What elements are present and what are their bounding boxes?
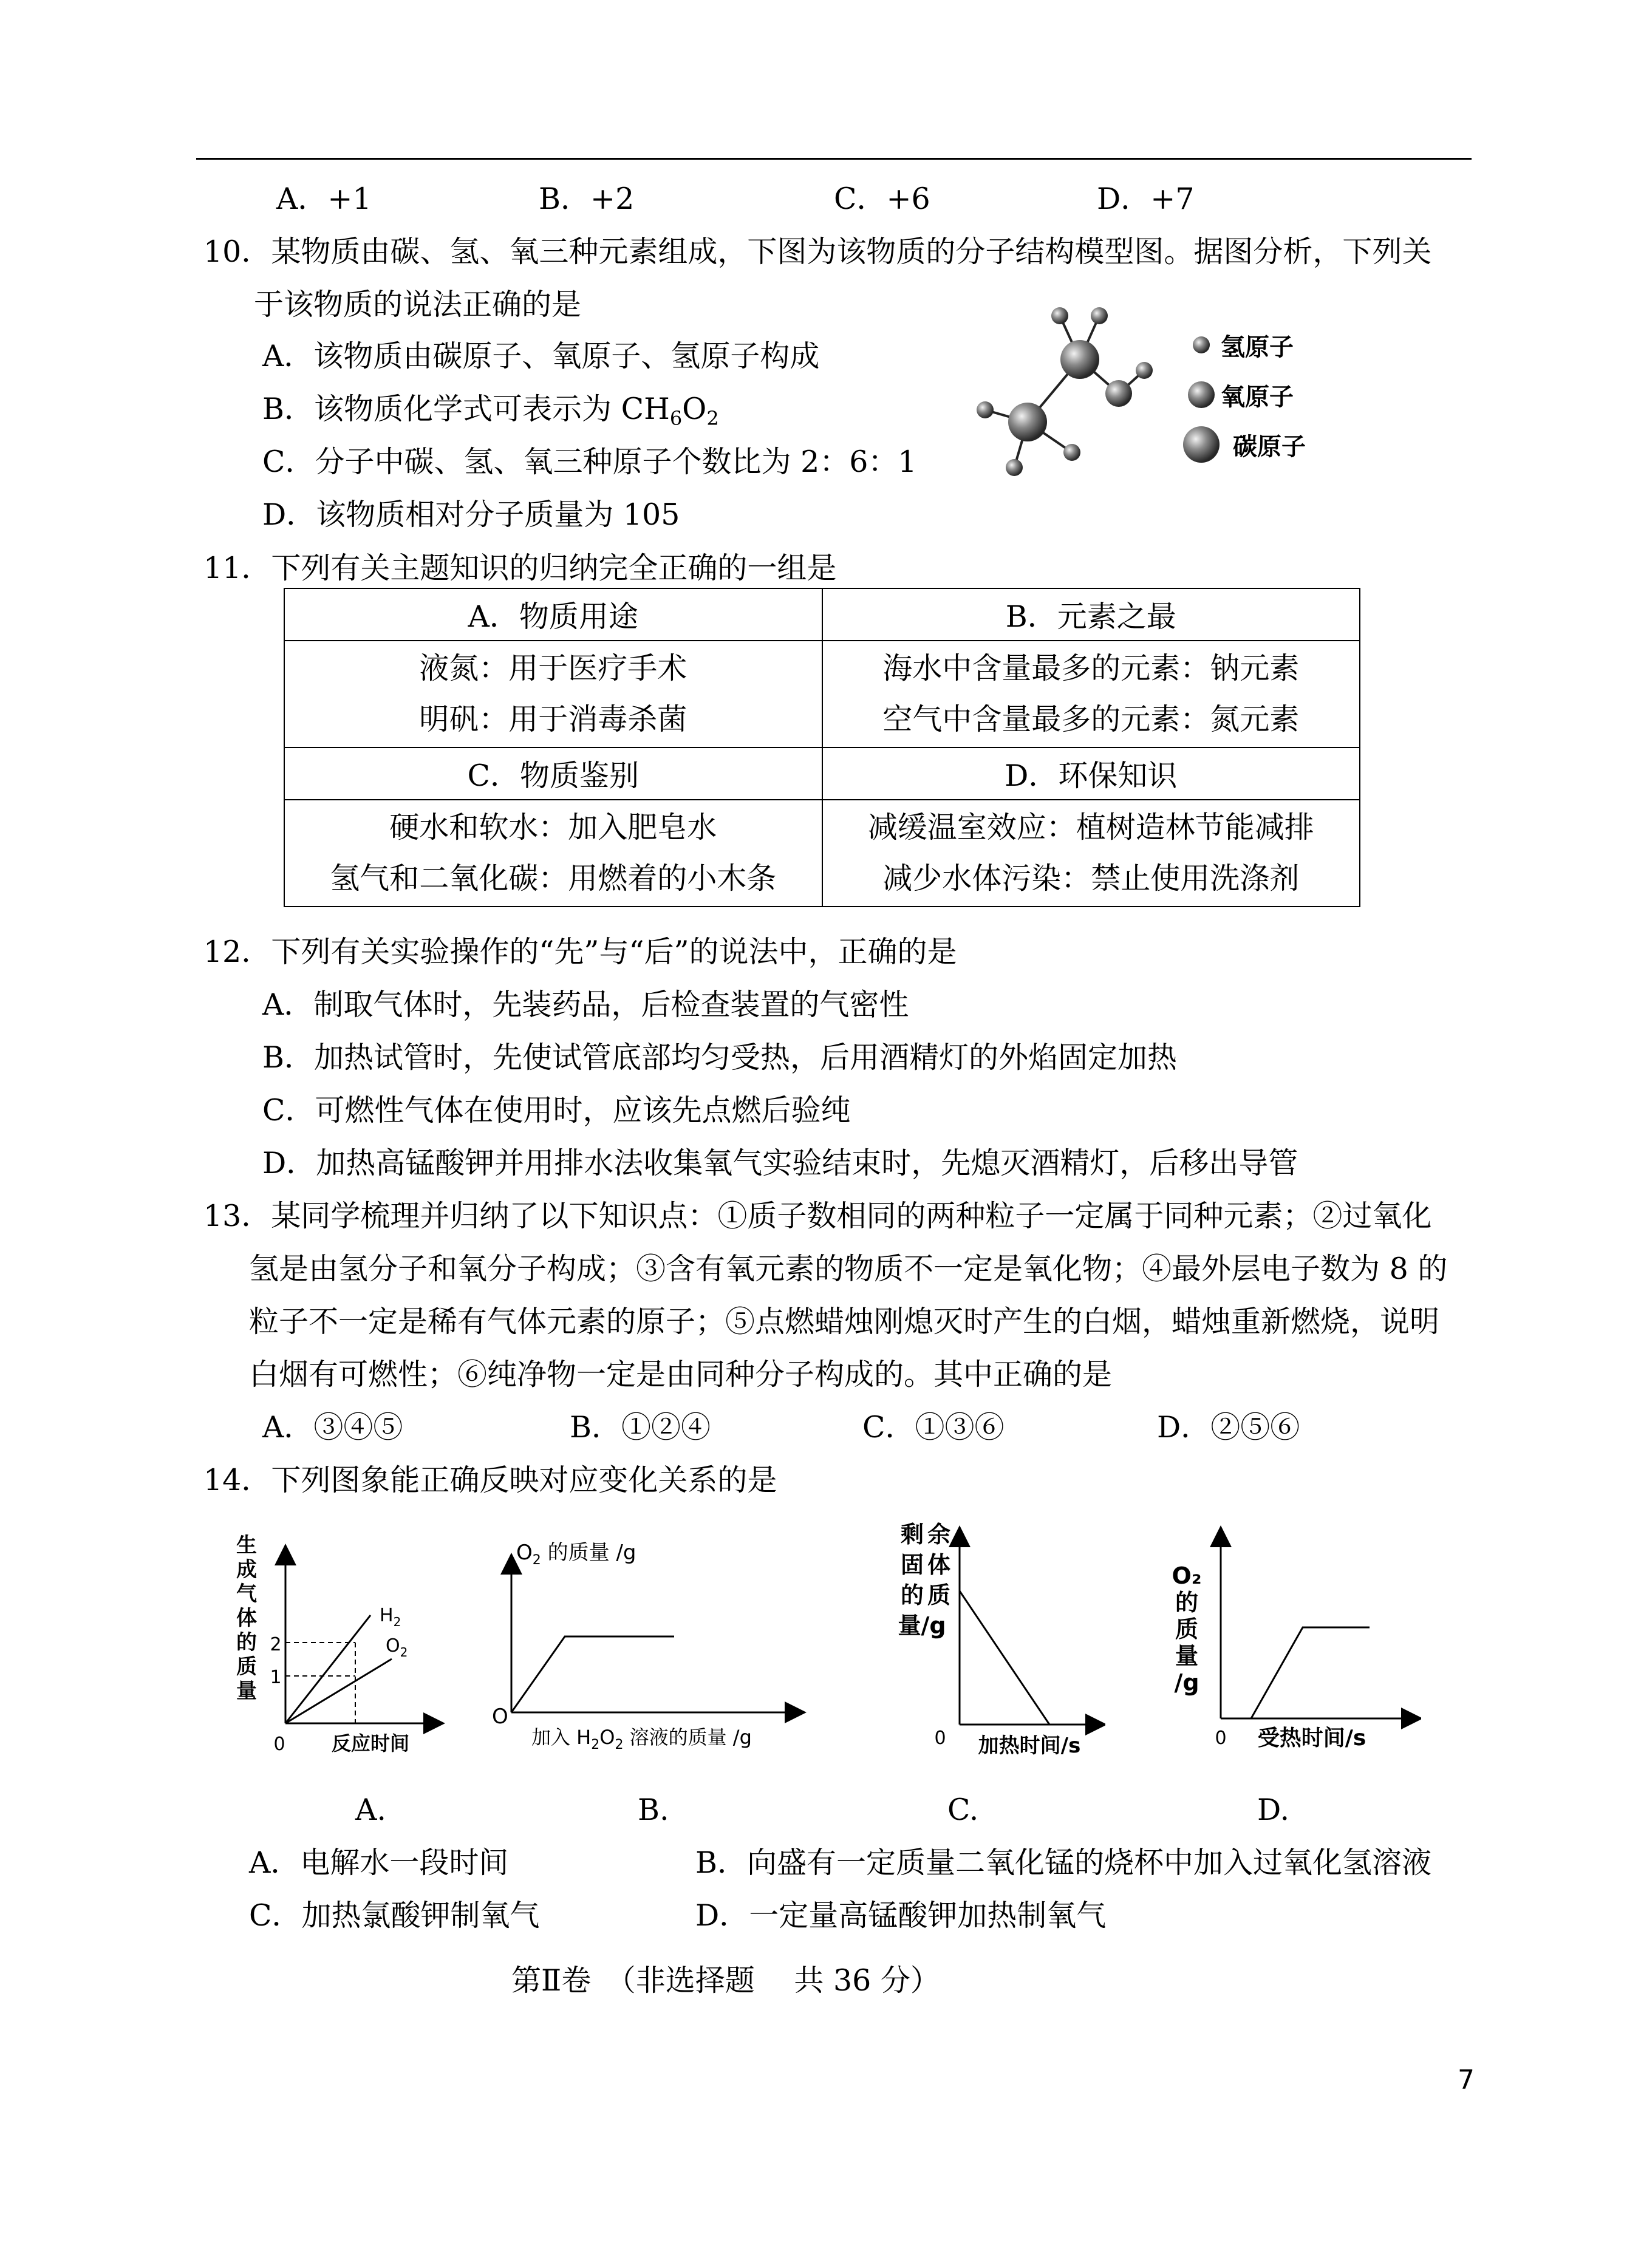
graph-a-h2-label: $H_2$: [380, 1605, 401, 1629]
graph-a-o2-line: [285, 1659, 392, 1723]
graph-a-tick-1: 1: [270, 1667, 282, 1688]
table-header-a: A．物质用途: [284, 588, 822, 641]
graph-a-xlabel: 反应时间: [331, 1732, 410, 1755]
header-rule: [196, 158, 1472, 160]
svg-text:气: 气: [236, 1582, 257, 1606]
legend-hydrogen-label: 氢原子: [1221, 333, 1294, 361]
graph-d-xlabel: 受热时间/s: [1257, 1726, 1366, 1751]
graph-a: [225, 1530, 455, 1761]
graph-letter-b: B.: [638, 1793, 669, 1827]
graph-a-h2-line: [285, 1615, 370, 1723]
graph-a-o2-label: $O_2$: [386, 1635, 408, 1660]
table-cell-a: 液氮：用于医疗手术 明矾：用于消毒杀菌: [284, 641, 822, 747]
svg-text:的: 的: [236, 1630, 257, 1655]
graph-d-ylabel: [1172, 1562, 1202, 1696]
graph-d-origin: 0: [1215, 1728, 1227, 1749]
q9-option-d: D．+7: [1097, 182, 1195, 216]
table-header-d: D．环保知识: [822, 747, 1360, 800]
svg-text:的: 的: [900, 1582, 924, 1609]
svg-text:生: 生: [236, 1533, 257, 1558]
table-cell-d: 减缓温室效应：植树造林节能减排 减少水体污染：禁止使用洗涤剂: [822, 800, 1360, 907]
molecule-atoms: [977, 307, 1153, 476]
table-header-b: B．元素之最: [822, 588, 1360, 641]
graph-c: [887, 1518, 1105, 1761]
svg-text:成: 成: [236, 1558, 257, 1582]
q13-option-c: C．①③⑥: [862, 1410, 1005, 1445]
graph-b: [480, 1530, 820, 1761]
q13-option-b: B．①②④: [570, 1410, 711, 1445]
q13-line4: 白烟有可燃性；⑥纯净物一定是由同种分子构成的。其中正确的是: [249, 1357, 1113, 1392]
q9-option-c: C．+6: [834, 182, 930, 216]
q14-stem: 14．下列图象能正确反映对应变化关系的是: [203, 1463, 777, 1497]
q14-option-a: A．电解水一段时间: [249, 1845, 509, 1880]
svg-text:体: 体: [236, 1606, 257, 1630]
svg-text:O₂: O₂: [1172, 1562, 1202, 1589]
table-cell-b: 海水中含量最多的元素：钠元素 空气中含量最多的元素：氮元素: [822, 641, 1360, 747]
q12-option-c: C．可燃性气体在使用时，应该先点燃后验纯: [262, 1093, 851, 1128]
q10-option-c: C．分子中碳、氢、氧三种原子个数比为 2：6：1: [262, 444, 917, 479]
q13-line3: 粒子不一定是稀有气体元素的原子；⑤点燃蜡烛刚熄灭时产生的白烟，蜡烛重新燃烧，说明: [249, 1304, 1440, 1339]
graph-d-curve: [1251, 1627, 1370, 1718]
q10-option-b: B．该物质化学式可表示为 $CH_6O_2$: [262, 392, 719, 430]
q14-option-c: C．加热氯酸钾制氧气: [249, 1898, 540, 1933]
graph-a-origin: 0: [273, 1734, 285, 1755]
graph-c-origin: 0: [934, 1728, 946, 1749]
q13-line1: 13．某同学梳理并归纳了以下知识点：①质子数相同的两种粒子一定属于同种元素；②过氧化: [203, 1199, 1432, 1233]
svg-text:质: 质: [236, 1655, 257, 1679]
molecule-legend: [1183, 336, 1220, 463]
graph-b-curve: [511, 1636, 674, 1712]
q13-option-a: A．③④⑤: [262, 1410, 403, 1445]
q12-option-a: A．制取气体时，先装药品，后检查装置的气密性: [262, 987, 909, 1022]
svg-text:体: 体: [927, 1551, 951, 1578]
svg-text:余: 余: [927, 1521, 951, 1548]
table-cell-c: 硬水和软水：加入肥皂水 氢气和二氧化碳：用燃着的小木条: [284, 800, 822, 907]
graph-c-ylabel: [898, 1521, 950, 1639]
q13-option-d: D．②⑤⑥: [1157, 1410, 1300, 1445]
q9-option-b: B．+2: [539, 182, 635, 216]
svg-text:量: 量: [236, 1679, 257, 1703]
svg-text:的: 的: [1175, 1589, 1199, 1616]
graph-c-xlabel: 加热时间/s: [978, 1734, 1081, 1758]
q10-option-d: D．该物质相对分子质量为 105: [262, 497, 680, 532]
q11-knowledge-table: [284, 588, 1360, 907]
graph-letter-c: C.: [947, 1793, 979, 1827]
q12-stem: 12．下列有关实验操作的“先”与“后”的说法中，正确的是: [203, 935, 957, 969]
graph-c-curve: [960, 1591, 1049, 1725]
svg-text:固: 固: [900, 1551, 924, 1578]
q14-option-b: B．向盛有一定质量二氧化锰的烧杯中加入过氧化氢溶液: [695, 1845, 1432, 1880]
svg-text:量/g: 量/g: [898, 1612, 946, 1639]
graph-a-tick-2: 2: [270, 1634, 282, 1655]
table-header-c: C．物质鉴别: [284, 747, 822, 800]
q13-line2: 氢是由氢分子和氧分子构成；③含有氧元素的物质不一定是氧化物；④最外层电子数为 8 的: [249, 1251, 1448, 1286]
q11-stem: 11．下列有关主题知识的归纳完全正确的一组是: [203, 551, 837, 585]
graph-letter-d: D.: [1257, 1793, 1290, 1827]
svg-text:剩: 剩: [900, 1521, 924, 1548]
graph-b-xlabel: 加入 $H_2O_2$ 溶液的质量 /g: [531, 1726, 752, 1752]
section-2-heading: 第Ⅱ卷 （非选择题 共 36 分）: [511, 1963, 940, 1998]
q9-option-a: A．+1: [276, 182, 372, 216]
q12-option-d: D．加热高锰酸钾并用排水法收集氧气实验结束时，先熄灭酒精灯，后移出导管: [262, 1146, 1298, 1180]
q14-option-d: D．一定量高锰酸钾加热制氧气: [695, 1898, 1107, 1933]
legend-oxygen-label: 氧原子: [1221, 383, 1294, 411]
graph-a-ylabel: [236, 1533, 257, 1703]
graph-b-origin: O: [492, 1704, 508, 1729]
legend-carbon-label: 碳原子: [1233, 433, 1306, 461]
graph-d: [1154, 1518, 1421, 1761]
q12-option-b: B．加热试管时，先使试管底部均匀受热，后用酒精灯的外焰固定加热: [262, 1040, 1178, 1075]
svg-text:质: 质: [1175, 1616, 1199, 1643]
svg-text:/g: /g: [1174, 1669, 1199, 1696]
svg-text:量: 量: [1175, 1643, 1199, 1669]
q10-option-a: A．该物质由碳原子、氧原子、氢原子构成: [262, 339, 820, 373]
svg-text:质: 质: [927, 1582, 951, 1609]
q10-stem-line1: 10．某物质由碳、氢、氧三种元素组成，下图为该物质的分子结构模型图。据图分析，下列关: [203, 234, 1432, 269]
q10-stem-line2: 于该物质的说法正确的是: [254, 287, 582, 322]
graph-letter-a: A.: [355, 1793, 386, 1827]
page-number: 7: [1458, 2065, 1475, 2096]
graph-b-ylabel: $O_2$ 的质量 /g: [516, 1541, 636, 1568]
